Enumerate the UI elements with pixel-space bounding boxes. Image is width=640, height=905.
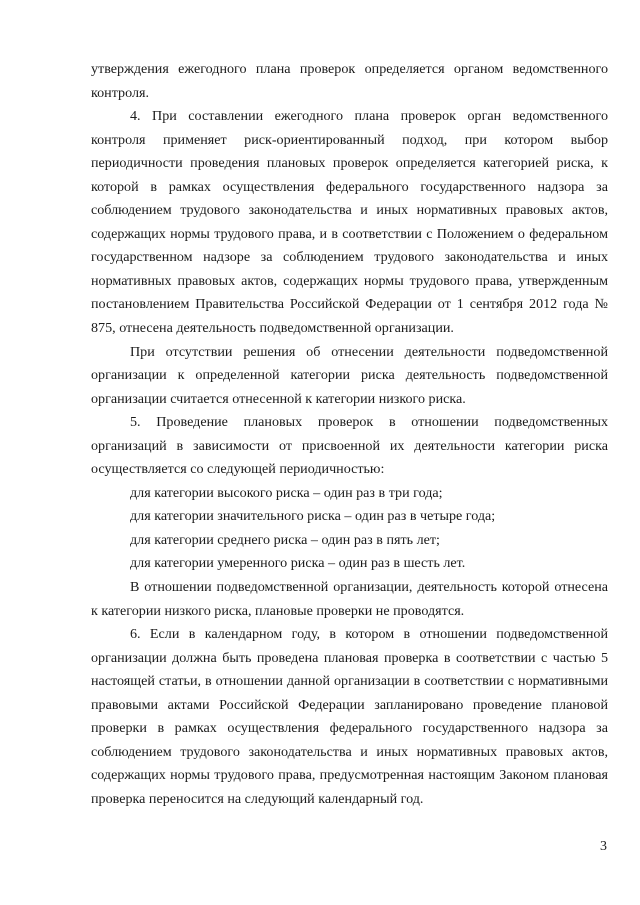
document-body	[91, 58, 608, 812]
list-item-high-risk: для категории высокого риска – один раз в три года;	[130, 484, 443, 501]
paragraph-continuation: утверждения ежегодного плана проверок определяется органом ведомственного контроля.	[91, 61, 608, 101]
list-item-significant-risk: для категории значительного риска – один раз в четыре года;	[130, 508, 496, 525]
list-item-moderate-risk: для категории умеренного риска – один раз в шесть лет.	[130, 555, 466, 572]
list-item-medium-risk: для категории среднего риска – один раз в пять лет;	[130, 531, 440, 548]
paragraph-item-4: 4. При составлении ежегодного плана проверок орган ведомственного контроля применяет риск-ориентированный подход, при котором выбор периодичности проведения плановых проверок определяется категорией риска, к которой в рамках осуществления федерального государственного надзора за соблюдением трудового законодательства и иных нормативных правовых актов, содержащих нормы трудового права, и в соответствии с Положением о федеральном государственном надзоре за соблюдением трудового законодательства и иных нормативных правовых актов, содержащих нормы трудового права, утвержденным постановлением Правительства Российской Федерации от 1 сентября 2012 года № 875, отнесена деятельность подведомственной организации.	[91, 108, 608, 337]
paragraph-item-6: 6. Если в календарном году, в котором в отношении подведомственной организации должна быть проведена плановая проверка в соответствии с частью 5 настоящей статьи, в отношении данной организации в соответствии с нормативными правовыми актами Российской Федерации запланировано проведение плановой проверки в рамках осуществления федерального государственного надзора за соблюдением трудового законодательства и иных нормативных правовых актов, содержащих нормы трудового права, предусмотренная настоящим Законом плановая проверка переносится на следующий календарный год.	[91, 626, 608, 807]
paragraph-item-5: 5. Проведение плановых проверок в отношении подведомственных организаций в зависимости от присвоенной их деятельности категории риска осуществляется со следующей периодичностью:	[91, 414, 608, 478]
page-number: 3	[600, 839, 607, 854]
paragraph-default-risk: При отсутствии решения об отнесении деятельности подведомственной организации к определенной категории риска деятельность подведомственной организации считается отнесенной к категории низкого риска.	[91, 343, 608, 407]
paragraph-low-risk: В отношении подведомственной организации, деятельность которой отнесена к категории низкого риска, плановые проверки не проводятся.	[91, 579, 608, 619]
